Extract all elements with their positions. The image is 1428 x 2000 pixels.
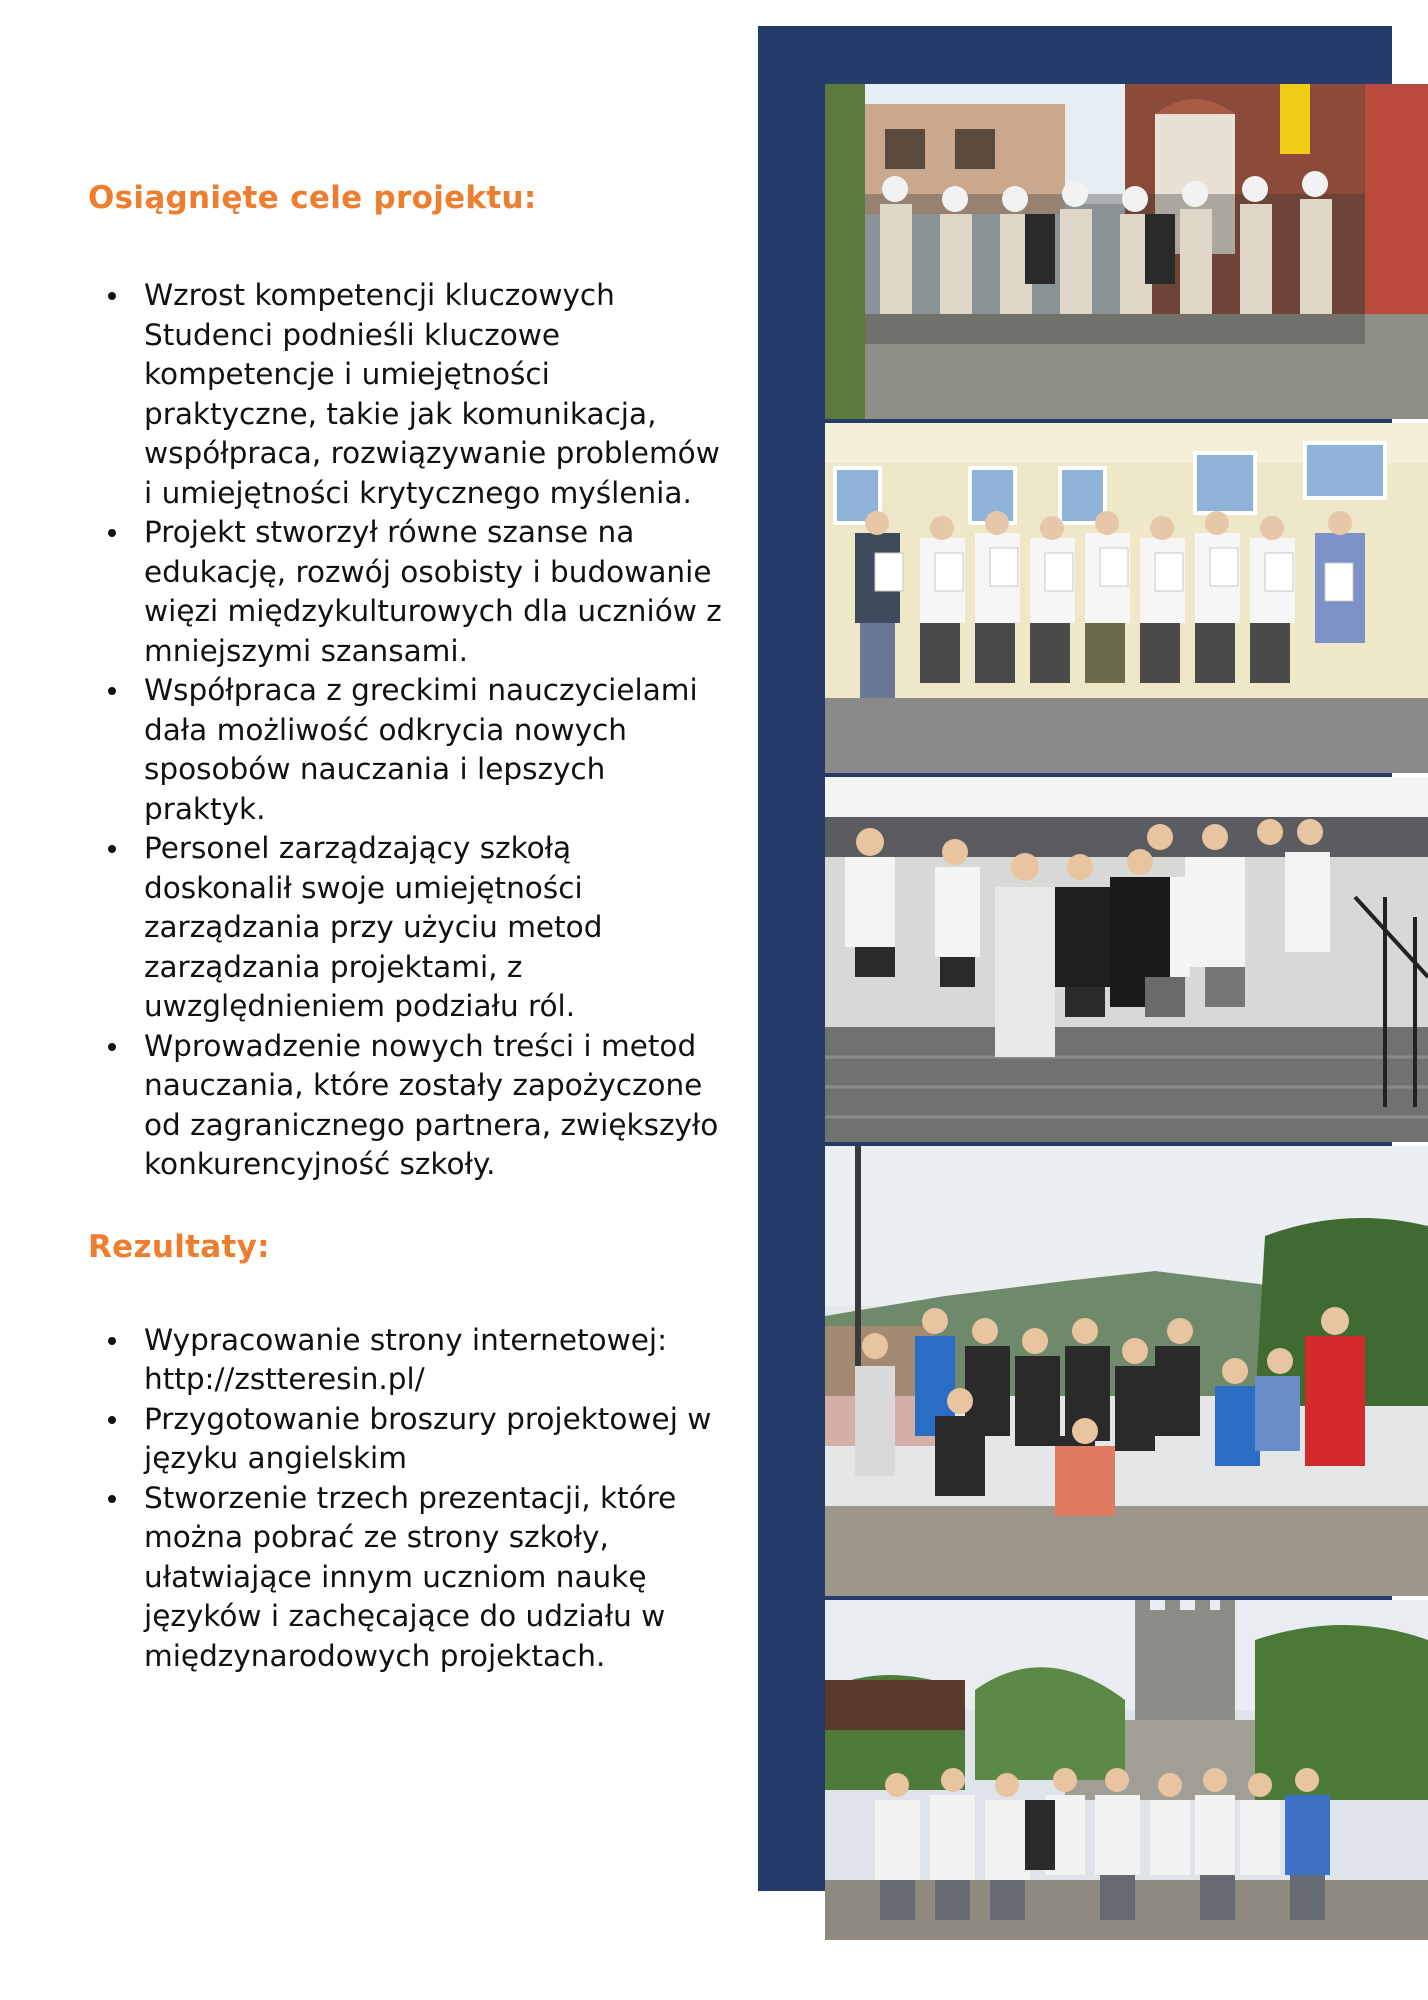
results-list-item: Wypracowanie strony internetowej: http://zstteresin.pl/ bbox=[88, 1321, 728, 1400]
group-photo-certificates bbox=[825, 423, 1428, 773]
goals-list-item: Projekt stworzył równe szanse na edukację, rozwój osobisty i budowanie więzi międzykulturowych dla uczniów z mniejszymi szansami. bbox=[88, 513, 728, 671]
goals-list-item: Wprowadzenie nowych treści i metod nauczania, które zostały zapożyczone od zagranicznego partnera, zwiększyło konkurencyjność szkoły. bbox=[88, 1027, 728, 1185]
group-photo-steps bbox=[825, 777, 1428, 1142]
results-list-item: Przygotowanie broszury projektowej w języku angielskim bbox=[88, 1400, 728, 1479]
group-photo-hill bbox=[825, 1146, 1428, 1596]
goals-list bbox=[88, 276, 728, 1185]
goals-list-item: Wzrost kompetencji kluczowych Studenci podnieśli kluczowe kompetencje i umiejętności praktyczne, takie jak komunikacja, współpraca, rozwiązywanie problemów i umiejętności krytycznego myślenia. bbox=[88, 276, 728, 513]
results-list bbox=[88, 1321, 728, 1677]
results-list-item: Stworzenie trzech prezentacji, które można pobrać ze strony szkoły, ułatwiające innym uczniom naukę języków i zachęcające do udziału w międzynarodowych projektach. bbox=[88, 1479, 728, 1677]
goals-list-item: Personel zarządzający szkołą doskonalił swoje umiejętności zarządzania przy użyciu metod zarządzania projektami, z uwzględnieniem podziału ról. bbox=[88, 829, 728, 1027]
text-column bbox=[88, 180, 728, 1676]
group-photo-castle bbox=[825, 1600, 1428, 1940]
group-photo-church bbox=[825, 84, 1428, 419]
results-heading: Rezultaty: bbox=[88, 1228, 270, 1265]
goals-list-item: Współpraca z greckimi nauczycielami dała możliwość odkrycia nowych sposobów nauczania i lepszych praktyk. bbox=[88, 671, 728, 829]
goals-heading: Osiągnięte cele projektu: bbox=[88, 180, 537, 216]
